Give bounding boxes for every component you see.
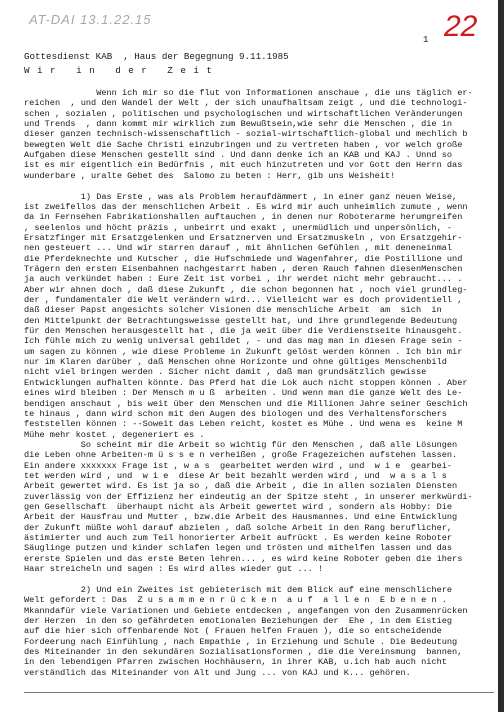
text-line: und Trends , dann kommt mir wirklich zum Bewußtsein,wie sehr die Menschen , die in bbox=[24, 119, 453, 130]
text-line: 2) Und ein Zweites ist gebieterisch mit dem Blick auf eine menschlichere bbox=[24, 584, 453, 595]
scan-edge bbox=[498, 0, 504, 712]
text-line: Ich fühle mich zu wenig universal gebildet , - und das mag man in diesen Frage sein - bbox=[24, 336, 463, 347]
text-line: tet werden wird , und w i e diese Ar beit bezahlt werden wird , und w a s a l s bbox=[24, 470, 447, 481]
page-number: 1 bbox=[423, 35, 429, 45]
text-line: den Mittelpunkt der Betrachtungsweisse gestellt hat, und ihre grundlegende Bedeutung bbox=[24, 315, 458, 326]
text-line: für den Menschen herausgestellt hat , die ja weit über die Verdienstseite hinausgeht. bbox=[24, 326, 463, 337]
text-line: So scheint mir die Arbeit so wichtig für den Menschen , daß alle Lösungen bbox=[24, 439, 458, 450]
text-line: wunderbare , uralte Gebet des Salomo zu beten : Herr, gib uns Weisheit! bbox=[24, 170, 396, 181]
text-line: Fordeerung nach Einfühlung , nach Empathie , in Erziehung und Schule . Die Bedeutung bbox=[24, 636, 458, 647]
text-line: Mühe mehr kostet , degeneriert es . bbox=[24, 429, 205, 440]
text-line: dieser ganzen technisch-wissenschaftlich - sozial-wirtschaftlich-global und mechlich b bbox=[24, 129, 468, 140]
text-line: Wenn ich mir so die flut von Informationen anschaue , die uns täglich er- bbox=[24, 88, 473, 98]
text-line: Ein andere xxxxxxx Frage ist , w a s gearbeitet werden wird , und w i e gearbei- bbox=[24, 460, 453, 471]
text-line: Arbeit gewertet wird. Es ist ja so , daß die Arbeit , die in allen sozialen Diensten bbox=[24, 481, 458, 492]
event-line: Gottesdienst KAB , Haus der Begegnung 9.11.1985 bbox=[24, 51, 289, 62]
text-line: Säuglinge putzen und kinder schlafen legen und trösten und mithelfen lassen und das bbox=[24, 543, 453, 554]
text-line: te hinaus , dann wird schon mit den Augen des biologen und des Verhaltensforschers bbox=[24, 408, 447, 419]
handwritten-number: 22 bbox=[444, 10, 478, 43]
text-line: zuverlässig von der Effizienz her eindeutig an der Spitze steht , in unserer merkwürdi- bbox=[24, 491, 473, 502]
text-line: auf die hier sich offenbarende Not ( Frauen helfen Frauen ), die so entscheidende bbox=[24, 626, 442, 637]
text-line: Trägern den ersten Eisenbahnen nachgestarrt haben , deren Rauch fahnen diesenMenschen bbox=[24, 263, 463, 274]
text-line: Haar streicheln und sagen : Es wird alles wieder gut ... ! bbox=[24, 564, 324, 575]
text-line: Mkanndafür viele Variationen und Gebiete entdecken , angefangen von den Zusammenrücken bbox=[24, 605, 468, 616]
text-line: Entwicklungen aufhalten könnte. Das Pferd hat die Lok auch nicht stoppen können . Aber bbox=[24, 377, 468, 388]
text-line: der Zukunft müßte wohl darauf abzielen , daß solche Arbeit in den Rang beruflicher, bbox=[24, 522, 453, 533]
text-line: die Leben ohne Arbeiten-m ü s s e n verheißen , große Fragezeichen aufstehen lassen. bbox=[24, 450, 458, 461]
text-line: Arbeit der Hausfrau und Mutter , bzw.die Arbeit des Hausmannes. Und eine Entwicklung bbox=[24, 512, 458, 523]
text-line: in den lebendigen Pfarren zwischen Hochhäusern, in ihrer KAB, u.ich hab auch nicht bbox=[24, 657, 447, 668]
text-line: daß dieser Papst angesichts solcher Visionen die menschliche Arbeit am sich in bbox=[24, 305, 442, 316]
text-line: ästimierter und auch zum Teil honorierter Arbeit aufrückt . Es werden keine Roboter bbox=[24, 533, 453, 544]
text-line: da in Fernsehen Fabrikationshallen auftauchen , in denen nur Roboterarme herumgreifen bbox=[24, 212, 463, 223]
text-line: bewegten Welt die Sache Christi einzubringen und zu vertreten haben , vor welch große bbox=[24, 139, 463, 150]
text-line: feststellen können : --Soweit das Leben reicht, kostet es Mühe . Und wena es keine M bbox=[24, 419, 463, 430]
text-line: ist es mir eigentlich ein Bedürfnis , mit euch hinzutreten und vor Gott den Herrn das bbox=[24, 160, 463, 171]
text-line: der Herzen in den so gefährdeten emotionalen Beziehungen der Ehe , in dem Eistieg bbox=[24, 615, 453, 626]
text-line: gen Gesellschaft überhaupt nicht als Arbeit gewertet wird , sondern als Hobby: Die bbox=[24, 502, 453, 512]
text-line: schen , sozialen , politischen und psychologischen und wirtschaftlichen Veränderungen bbox=[24, 108, 463, 119]
archive-stamp: AT-DAI 13.1.22.15 bbox=[29, 12, 152, 27]
text-line: der , fundamentaler die Welt verändern wird... Vielleicht war es doch providentiell , bbox=[24, 295, 463, 305]
text-line: nur im Klaren darüber , daß Menschen ohne Horizonte und ohne gültiges Menschenbild bbox=[24, 357, 447, 368]
text-line: nen gesteuert ... Und wir starren darauf , mit ähnlichen Gefühlen , mit deneneinmal bbox=[24, 243, 453, 254]
document-title: W i r i n d e r Z e i t bbox=[24, 65, 213, 76]
text-line: ja auch verkündet haben : Eure Zeit ist vorbei , ihr werdet nicht mehr gebraucht... . bbox=[24, 274, 463, 285]
text-line: eines wird bleiben : Der Mensch m u ß arbeiten . Und wenn man die ganze Welt des Le- bbox=[24, 388, 463, 399]
text-line: ist zweifellos das der menschlichen Arbeit . Es wird mir auch unheimlich zumute , wenn bbox=[24, 201, 468, 212]
text-line: um sagen zu können , wie diese Probleme in Zukunft gelöst werden können . Ich bin mir bbox=[24, 346, 463, 357]
text-line: 1) Das Erste , was als Problem heraufdämmert , in einer ganz neuen Weise, bbox=[24, 191, 458, 202]
text-line: reichen , und den Wandel der Welt , der sich unaufhaltsam zeigt , und die technologi- bbox=[24, 98, 468, 109]
text-line: verständlich das Miteinander von Alt und Jung ... von KAJ und K... gehören. bbox=[24, 667, 411, 678]
text-line: ererste Spielen und das erste Beten lehren... , es wird keine Roboter geben die ihers bbox=[24, 553, 463, 564]
text-line: Aufgaben diese Menschen gestellt sind . Und dann denke ich an KAB und KAJ . Unnd so bbox=[24, 150, 453, 161]
text-line: Welt gefordert : Das Z u s a m m e n r ü c k e n a u f a l l e n E b e n e n . bbox=[24, 595, 447, 606]
text-line: des Miteinander in den sekundären Sozialisationsformen , die die Vereinsmung bannen, bbox=[24, 646, 463, 657]
text-line: nicht viel bringen werden . Sicher nicht damit , daß man grundsätzlich gewisse bbox=[24, 367, 427, 378]
text-line: Ersatzfinger mit Ersatzgelenken und Ersatznerven und Ersatzmuskeln , von Ersatzgehir- bbox=[24, 232, 463, 243]
text-line: Aber wir ahnen doch , daß diese Zukunft , die schon begonnen hat , noch viel grundleg- bbox=[24, 284, 468, 295]
text-line: , seelenlos und höcht präzis , unbeirrt und exakt , unermüdlich und unpersönlich, - bbox=[24, 222, 453, 233]
text-line: die Pferdeknechte und Kutscher , die Hufschmiede und Wagenfahrer, die Postillione und bbox=[24, 253, 463, 264]
text-line: bendigen anschaut , bis weit über den Menschen und die Millionen Jahre seiner Geschich bbox=[24, 398, 468, 409]
bottom-rule bbox=[24, 692, 494, 693]
